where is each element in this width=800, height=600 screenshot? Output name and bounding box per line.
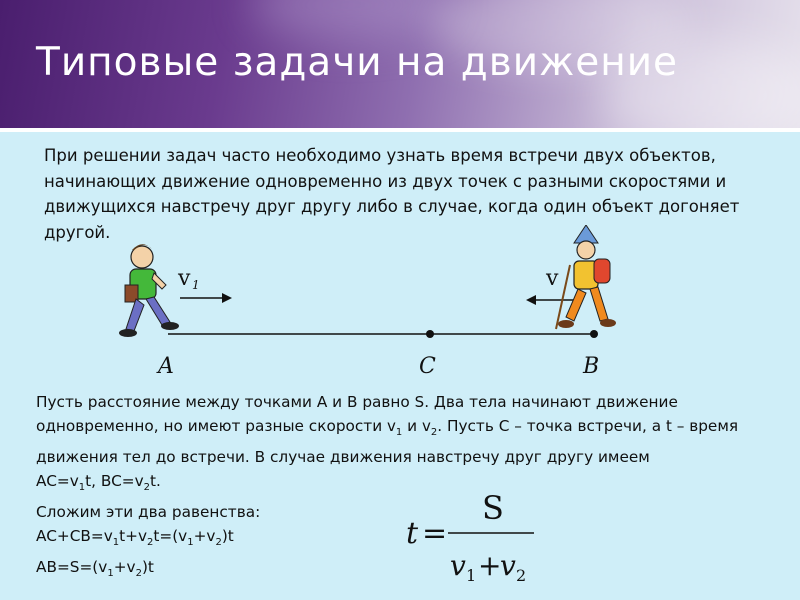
equation-2: $AC+CB=v_1t+v_2t=(v_1+v_2)t$ xyxy=(36,527,234,549)
text-segment: . Пусть C – точка встречи, а xyxy=(437,417,666,435)
text-segment: Пусть расстояние между точками A и B равно xyxy=(36,393,415,411)
formula-t: t xyxy=(406,516,419,551)
intro-paragraph: При решении задач часто необходимо узнать время встречи двух объектов, начинающих движение одновременно из двух точек с разными скоростями и движущихся навстречу друг другу либо в случае, когда один объект догоняет другой. xyxy=(44,146,740,242)
v2-label: v xyxy=(546,266,559,291)
formula-equals: = xyxy=(422,516,448,551)
banner-decor xyxy=(250,0,450,40)
text-segment: v xyxy=(387,417,396,435)
subscript: 2 xyxy=(430,427,438,439)
equation-1: $AC=v_1t$, $BC=v_2t$. xyxy=(36,472,161,494)
v1-subscript: 1 xyxy=(192,278,200,292)
text-segment: t xyxy=(665,417,672,435)
text-segment: S xyxy=(414,393,425,411)
time-formula xyxy=(404,485,544,590)
text-segment: – время движения тел до встречи. В случае движения навстречу друг другу имеем xyxy=(36,417,739,467)
divider xyxy=(0,128,800,132)
formula-den-sub2: 2 xyxy=(516,566,527,585)
text-segment: и xyxy=(402,417,422,435)
formula-den-v1: v xyxy=(450,549,466,582)
motion-diagram xyxy=(100,225,660,385)
walker-right-icon xyxy=(556,225,616,329)
point-b-dot xyxy=(590,330,598,338)
v1-label: v xyxy=(178,266,191,291)
formula-den-v2: v xyxy=(500,549,516,582)
point-a-label: A xyxy=(158,354,174,379)
walker-left-icon xyxy=(119,244,179,337)
point-c-label: C xyxy=(419,354,436,379)
subscript: 1 xyxy=(395,427,403,439)
sum-instruction: Сложим эти два равенства: xyxy=(36,503,261,522)
point-b-label: B xyxy=(583,354,600,379)
v1-arrow xyxy=(180,293,232,303)
page-title: Типовые задачи на движение xyxy=(36,40,679,85)
text-segment: . Два тела начинают движение одновременно, но имеют разные скорости xyxy=(36,393,678,435)
equation-3: $AB=S=(v_1+v_2)t$ xyxy=(36,558,154,580)
formula-den-sub1: 1 xyxy=(466,566,477,585)
formula-den-plus: + xyxy=(478,549,502,582)
text-segment: v xyxy=(421,417,431,435)
title-banner xyxy=(0,0,800,128)
formula-numerator: S xyxy=(482,489,504,527)
v2-arrow xyxy=(526,295,574,305)
point-c-dot xyxy=(426,330,434,338)
